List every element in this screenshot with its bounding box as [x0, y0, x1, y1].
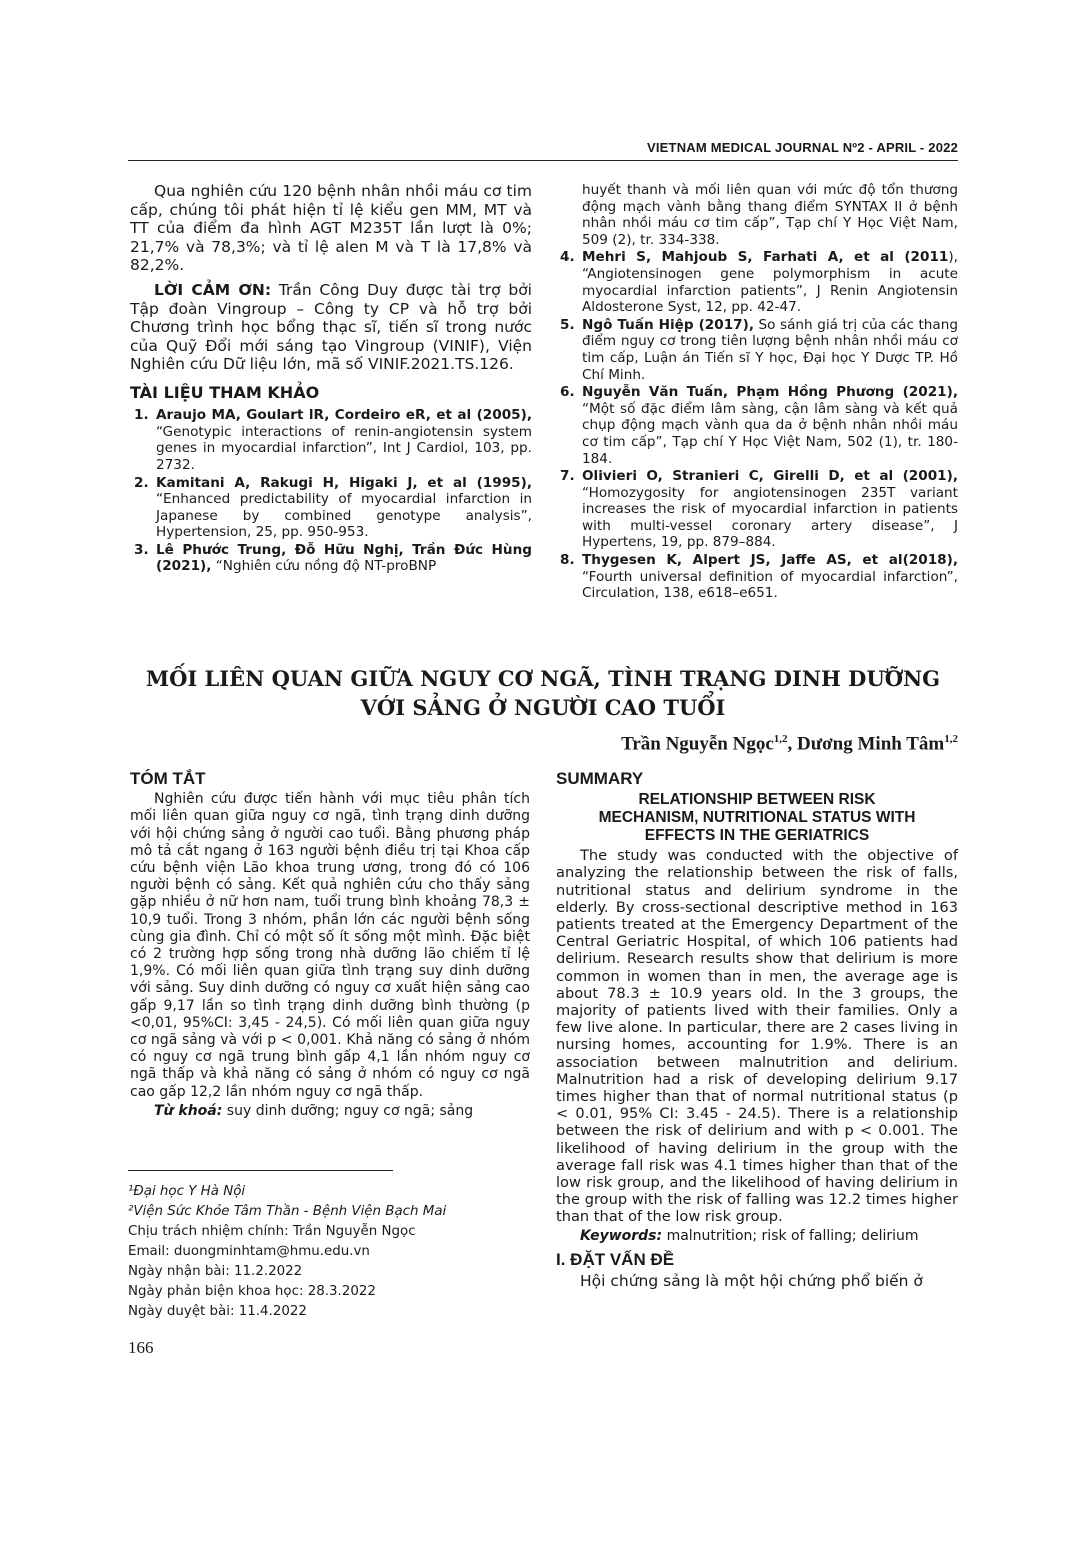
article-title-line-2: VỚI SẢNG Ở NGƯỜI CAO TUỔI	[360, 695, 726, 720]
affiliation-1: ¹Đại học Y Hà Nội	[128, 1184, 246, 1199]
contact-email: Email: duongminhtam@hmu.edu.vn	[128, 1244, 370, 1259]
abstract-vi-text: Nghiên cứu được tiến hành với mục tiêu phân tích mối liên quan giữa nguy cơ ngã, tình trạng dinh dưỡng với hội chứng sảng ở người cao tuổi. Bằng phương pháp mô tả cắt ngang ở 163 người bệnh điều trị tại Khoa cấp cứu bệnh viện Lão khoa trung ương, trong đó có 106 người bệnh có sảng. Kết quả nghiên cứu cho thấy sảng gặp nhiều ở nữ hơn nam, tuổi trung bình khoảng 78,3 ± 10,9 tuổi. Trong 3 nhóm, phần lớn các người bệnh sống cùng gia đình. Chỉ có một số ít sống một mình. Đặc biệt có 2 trường hợp sống trong nhà dưỡng lão chiếm tỉ lệ 1,9%. Có mối liên quan giữa tình trạng suy dinh dưỡng với sảng. Suy dinh dưỡng có nguy cơ xuất hiện sảng cao gấp 9,17 lần so tình trạng dinh dưỡng bình thường (p <0,01, 95%CI: 3,45 - 24,5). Có mối liên quan giữa nguy cơ ngã sảng và với p < 0,001. Khả năng có sảng ở nhóm có nguy cơ ngã trung bình gấp 4,1 lần nhóm nguy cơ ngã thấp và khả năng có sảng ở nhóm có nguy cơ ngã cao gấp 12,2 lần nhóm nguy cơ ngã thấp.	[130, 791, 530, 1100]
footnotes	[128, 1182, 528, 1322]
reference-item-continued: huyết thanh và mối liên quan với mức độ tổn thương động mạch vành bằng thang điểm SYNTAX II ở bệnh nhân nhồi máu cơ tim cấp”, Tạp chí Y Học Việt Nam, 509 (2), tr. 334-338.	[582, 182, 958, 248]
abstract-vi-column	[130, 770, 530, 1126]
date-reviewed: Ngày phản biện khoa học: 28.3.2022	[128, 1284, 376, 1299]
affiliation-2: ²Viện Sức Khỏe Tâm Thần - Bệnh Viện Bạch Mai	[128, 1204, 447, 1219]
ack-label: LỜI CẢM ƠN:	[154, 280, 272, 299]
references-title: TÀI LIỆU THAM KHẢO	[130, 382, 320, 402]
reference-item: 8. Thygesen K, Alpert JS, Jaffe AS, et al(2018), “Fourth universal definition of myocardial infarction”, Circulation, 138, e618–e651.	[560, 552, 958, 602]
summary-en-title: RELATIONSHIP BETWEEN RISK MECHANISM, NUTRITIONAL STATUS WITH EFFECTS IN THE GERIATRICS	[598, 791, 916, 845]
keywords-vi: Từ khoá: suy dinh dưỡng; nguy cơ ngã; sảng	[154, 1102, 474, 1119]
summary-title: SUMMARY	[556, 769, 644, 788]
reference-item: 4. Mehri S, Mahjoub S, Farhati A, et al (2011), “Angiotensinogen gene polymorphism in acute myocardial infarction patients”, J Renin Angiotensin Aldosterone Syst, 12, pp. 42-47.	[560, 249, 958, 316]
acknowledgement	[130, 281, 532, 374]
responsible-author: Chịu trách nhiệm chính: Trần Nguyễn Ngọc	[128, 1224, 416, 1239]
intro-title: I. ĐẶT VẤN ĐỀ	[556, 1249, 675, 1269]
prev-article-right-column	[556, 182, 958, 603]
date-approved: Ngày duyệt bài: 11.4.2022	[128, 1304, 307, 1319]
reference-item: 1. Araujo MA, Goulart lR, Cordeiro eR, et al (2005), “Genotypic interactions of renin-angiotensin system genes in myocardial infarction”, Int J Cardiol, 103, pp. 2732.	[134, 407, 532, 473]
intro-text: Hội chứng sảng là một hội chứng phổ biến ở	[580, 1272, 923, 1291]
page-number: 166	[128, 1338, 154, 1357]
reference-item: 2. Kamitani A, Rakugi H, Higaki J, et al (1995), “Enhanced predictability of myocardial infarction in Japanese by combined genotype analysis”, Hypertension, 25, pp. 950-953.	[134, 474, 532, 541]
summary-en-text: The study was conducted with the objective of analyzing the relationship between the risk of falls, nutritional status and delirium syndrome in the elderly. By cross-sectional descriptive method in 163 patients treated at the Emergency Department of the Central Geriatric Hospital, of which 106 patients had delirium. Research results show that delirium is more common in women than in men, the average age is about 78.3 ± 10.9 years old. In the 3 groups, the majority of patients lived with their families. Only a few live alone. In particular, there are 2 cases living in nursing homes, accounting for 1.9%. There is an association between malnutrition and delirium. Malnutrition had a risk of developing delirium 9.17 times higher than that of normal nutritional status (p < 0.01, 95% CI: 3.45 - 24.5). There is a relationship between the risk of delirium and with p < 0.001. The likelihood of having delirium in the group with the average fall risk was 4.1 times higher than that of the low risk group, and the likelihood of having delirium in the group with the risk of falling was 12.2 times higher than that of the low risk group.	[556, 847, 958, 1226]
ack-text: Trần Công Duy được tài trợ bởi Tập đoàn Vingroup – Công ty CP và hỗ trợ bởi Chương trình học bổng thạc sĩ, tiến sĩ trong nước của Quỹ Đổi mới sáng tạo Vingroup (VINIF), Viện Nghiên cứu Dữ liệu lớn, mã số VINIF.2021.TS.126.	[130, 280, 532, 374]
article-title	[128, 664, 958, 722]
date-received: Ngày nhận bài: 11.2.2022	[128, 1264, 303, 1279]
reference-item: 7. Olivieri O, Stranieri C, Girelli D, et al (2001), “Homozygosity for angiotensinogen 235T variant increases the risk of myocardial infarction in patients with multi-vessel coronary artery disease”, J Hypertens, 19, pp. 879–884.	[560, 468, 958, 551]
reference-item: 6. Nguyễn Văn Tuấn, Phạm Hồng Phương (2021), “Một số đặc điểm lâm sàng, cận lâm sàng và kết quả chụp động mạch vành qua da ở bệnh nhân nhồi máu cơ tim cấp”, Tạp chí Y Học Việt Nam, 502 (1), tr. 180-184.	[560, 384, 958, 467]
prev-article-left-column	[130, 182, 532, 576]
summary-en-column	[556, 770, 958, 1297]
prev-conclusion: Qua nghiên cứu 120 bệnh nhân nhồi máu cơ tim cấp, chúng tôi phát hiện tỉ lệ kiểu gen MM, MT và TT của điểm đa hình AGT M235T lần lượt là 0%; 21,7% và 78,3%; và tỉ lệ alen M và T là 17,8% và 82,2%.	[130, 182, 532, 275]
reference-item: 5. Ngô Tuấn Hiệp (2017), So sánh giá trị của các thang điểm nguy cơ trong tiên lượng bệnh nhân nhồi máu cơ tim cấp, Luận án Tiến sĩ Y học, Đại học Y Dược TP. Hồ Chí Minh.	[560, 316, 958, 383]
running-header: VIETNAM MEDICAL JOURNAL Nº2 - APRIL - 2022	[128, 138, 958, 161]
footnote-divider	[128, 1170, 393, 1171]
article-title-line-1: MỐI LIÊN QUAN GIỮA NGUY CƠ NGÃ, TÌNH TRẠNG DINH DƯỠNG	[145, 666, 941, 691]
keywords-en: Keywords: malnutrition; risk of falling; delirium	[580, 1227, 919, 1244]
abstract-vi-title: TÓM TẮT	[130, 769, 206, 788]
reference-item: 3. Lê Phước Trung, Đỗ Hữu Nghị, Trần Đức Hùng (2021), “Nghiên cứu nồng độ NT-proBNP	[134, 541, 532, 575]
article-authors: Trần Nguyễn Ngọc$^{1,2}$, Dương Minh Tâm$^{1,2}$	[621, 733, 958, 755]
